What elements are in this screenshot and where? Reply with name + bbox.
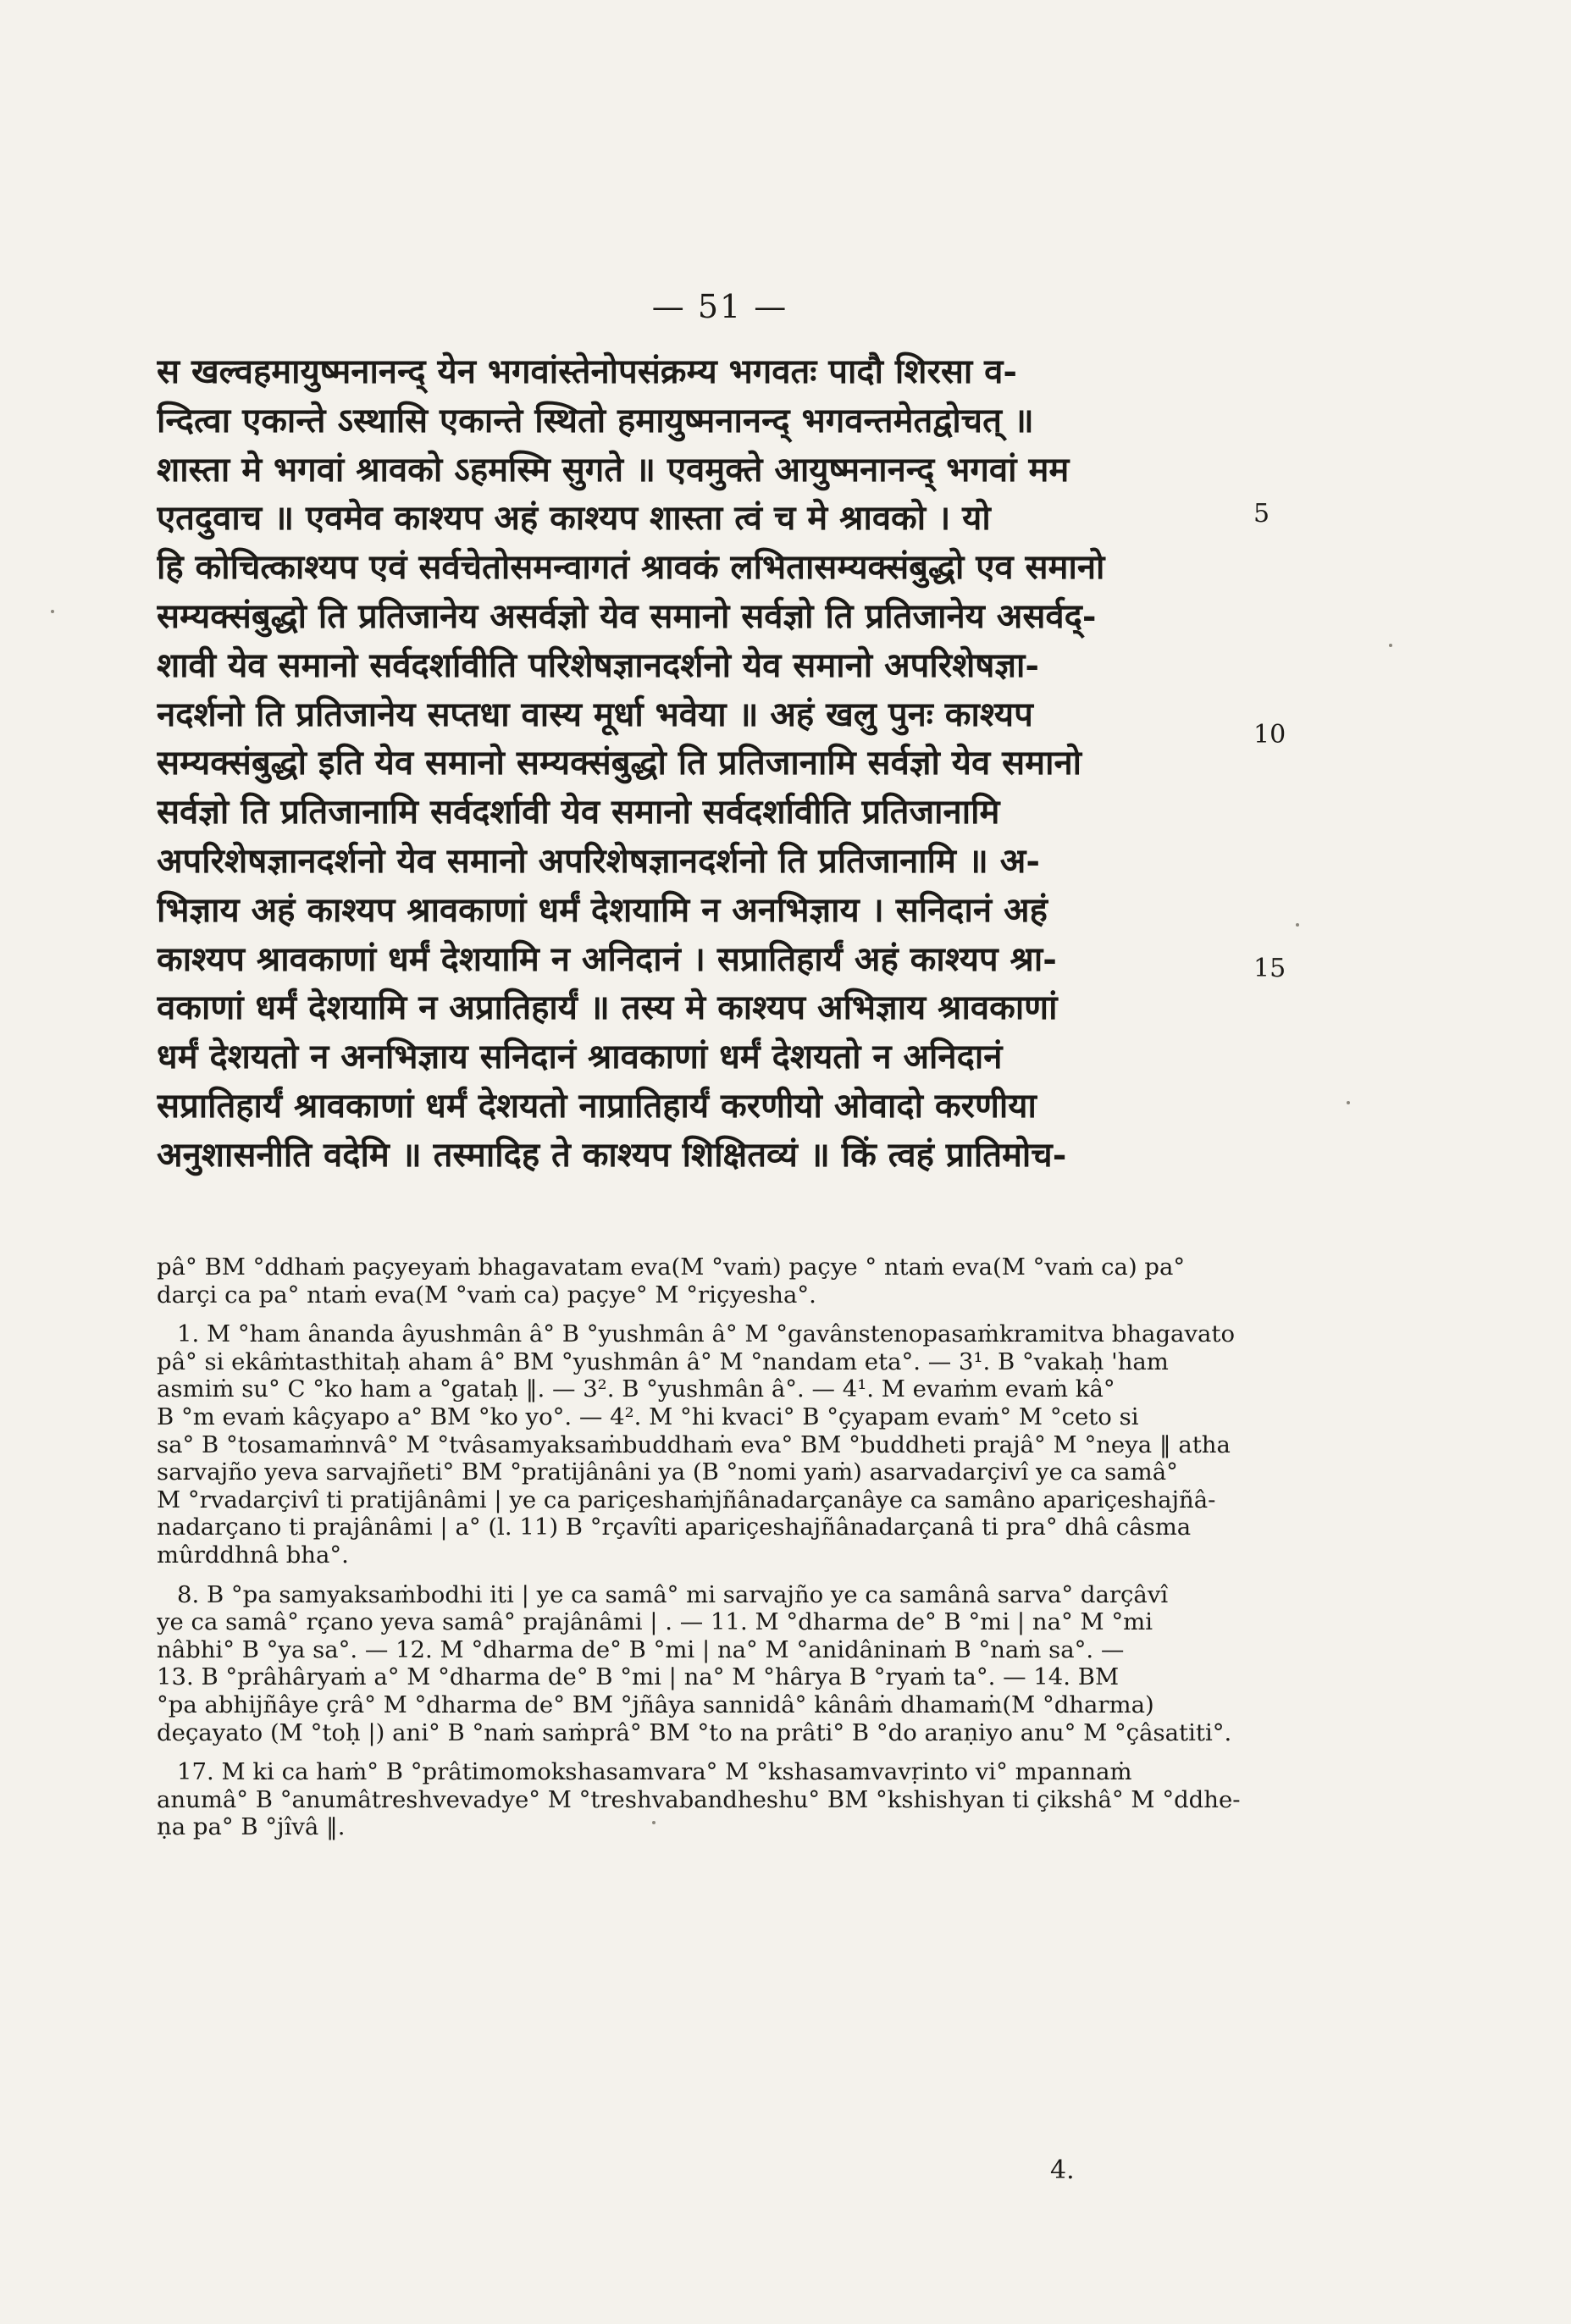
note-line: 17. M ki ca haṁ° B °prâtimomokshasamvara° M °kshasamvavṛinto vi° mpannaṁ (177, 1758, 1132, 1786)
note-line: sarvajño yeva sarvajñeti° BM °pratijânâni ya (B °nomi yaṁ) asarvadarçivî ye ca samâ° (157, 1458, 1178, 1486)
note-line: ye ca samâ° rçano yeva samâ° prajânâmi | . — 11. M °dharma de° B °mi | na° M °mi (157, 1608, 1153, 1636)
text-line: धर्मं देशयतो न अनभिज्ञाय सनिदानं श्रावकाणां धर्मं देशयतो न अनिदानं (157, 1037, 1003, 1077)
note-line: 13. B °prâhâryaṁ a° M °dharma de° B °mi | na° M °hârya B °ryaṁ ta°. — 14. BM (157, 1663, 1120, 1691)
paper-speck (1296, 923, 1299, 927)
text-line: नदर्शनो ति प्रतिजानेय सप्तधा वास्य मूर्धा भवेया ॥ अहं खलु पुनः काश्यप (157, 694, 1033, 734)
note-block (157, 1581, 1253, 1747)
note-line: B °m evaṁ kâçyapo a° BM °ko yo°. — 4². M °hi kvaci° B °çyapam evaṁ° M °ceto si (157, 1403, 1139, 1430)
line-number-15: 15 (1253, 954, 1286, 983)
note-line: °pa abhijñâye çrâ° M °dharma de° BM °jñâya sannidâ° kânâṁ dhamaṁ(M °dharma) (157, 1690, 1154, 1718)
text-line: सर्वज्ञो ति प्रतिजानामि सर्वदर्शावी येव समानो सर्वदर्शावीति प्रतिजानामि (157, 792, 1000, 833)
text-line: अपरिशेषज्ञानदर्शनो येव समानो अपरिशेषज्ञानदर्शनो ति प्रतिजानामि ॥ अ- (157, 840, 1040, 881)
note-line: pâ° si ekâṁtasthitaḥ aham â° BM °yushmân â° M °nandam eta°. — 3¹. B °vakaḥ 'ham (157, 1347, 1169, 1375)
text-line: काश्यप श्रावकाणां धर्मं देशयामि न अनिदानं । सप्रातिहार्यं अहं काश्यप श्रा- (157, 938, 1057, 979)
note-line: nadarçano ti prajânâmi | a° (l. 11) B °rçavîti apariçeshajñânadarçanâ ti pra° dhâ câsma (157, 1513, 1192, 1541)
paper-speck (1347, 1101, 1350, 1104)
text-line: सप्रातिहार्यं श्रावकाणां धर्मं देशयतो नाप्रातिहार्यं करणीयो ओवादो करणीया (157, 1085, 1037, 1126)
text-line: हि कोचित्काश्यप एवं सर्वचेतोसमन्वागतं श्रावकं लभितासम्यक्संबुद्धो एव समानो (157, 547, 1105, 588)
sanskrit-text-block (157, 347, 1249, 1180)
note-line: nâbhi° B °ya sa°. — 12. M °dharma de° B °mi | na° M °anidâninaṁ B °naṁ sa°. — (157, 1635, 1125, 1663)
note-block (157, 1253, 1253, 1309)
text-line: अनुशासनीति वदेमि ॥ तस्मादिह ते काश्यप शिक्षितव्यं ॥ किं त्वहं प्रातिमोच- (157, 1134, 1067, 1175)
note-line: asmiṁ su° C °ko ham a °gataḥ ‖. — 3². B °yushmân â°. — 4¹. M evaṁm evaṁ kâ° (157, 1375, 1115, 1403)
note-line: ṇa pa° B °jîvâ ‖. (157, 1813, 346, 1841)
paper-speck (51, 610, 54, 613)
text-line: भिज्ञाय अहं काश्यप श्रावकाणां धर्मं देशयामि न अनभिज्ञाय । सनिदानं अहं (157, 889, 1048, 930)
text-line: शावी येव समानो सर्वदर्शावीति परिशेषज्ञानदर्शनो येव समानो अपरिशेषज्ञा- (157, 645, 1040, 685)
text-line: वकाणां धर्मं देशयामि न अप्रातिहार्यं ॥ तस्य मे काश्यप अभिज्ञाय श्रावकाणां (157, 988, 1058, 1028)
signature-mark: 4. (1050, 2155, 1075, 2185)
text-line: स खल्वहमायुष्मनानन्द् येन भगवांस्तेनोपसंक्रम्य भगवतः पादौ शिरसा व- (157, 351, 1018, 391)
note-line: 1. M °ham ânanda âyushmân â° B °yushmân â° M °gavânstenopasaṁkramitva bhagavato (177, 1320, 1235, 1348)
text-line: शास्ता मे भगवां श्रावको ऽहमस्मि सुगते ॥ एवमुक्ते आयुष्मनानन्द् भगवां मम (157, 449, 1070, 490)
text-line: न्दित्वा एकान्ते ऽस्थासि एकान्ते स्थितो हमायुष्मनानन्द् भगवन्तमेतद्वोचत् ॥ (157, 400, 1034, 440)
critical-apparatus-notes (157, 1253, 1253, 1853)
text-line: एतदुवाच ॥ एवमेव काश्यप अहं काश्यप शास्ता त्वं च मे श्रावको । यो (157, 498, 991, 539)
note-block (157, 1320, 1253, 1569)
note-block (157, 1758, 1253, 1841)
note-line: anumâ° B °anumâtreshvevadye° M °treshvabandheshu° BM °kshishyan ti çikshâ° M °ddhe- (157, 1785, 1241, 1813)
note-line: pâ° BM °ddhaṁ paçyeyaṁ bhagavatam eva(M °vaṁ) paçye ° ntaṁ eva(M °vaṁ ca) pa° (157, 1253, 1186, 1281)
text-line: सम्यक्संबुद्धो इति येव समानो सम्यक्संबुद्धो ति प्रतिजानामि सर्वज्ञो येव समानो (157, 743, 1082, 783)
note-line: darçi ca pa° ntaṁ eva(M °vaṁ ca) paçye° M °riçyesha°. (157, 1281, 816, 1309)
paper-speck (652, 1821, 656, 1824)
paper-speck (1389, 644, 1392, 647)
page-number: — 51 — (651, 288, 788, 325)
line-number-5: 5 (1253, 499, 1270, 528)
note-line: M °rvadarçivî ti pratijânâmi | ye ca pariçeshaṁjñânadarçanâye ca samâno apariçeshajñâ- (157, 1486, 1216, 1513)
note-line: deçayato (M °toḥ |) ani° B °naṁ saṁprâ° BM °to na prâti° B °do araṇiyo anu° M °çâsatiti°. (157, 1718, 1232, 1746)
line-number-10: 10 (1253, 720, 1286, 750)
note-line: mûrddhnâ bha°. (157, 1541, 349, 1569)
note-line: 8. B °pa samyaksaṁbodhi iti | ye ca samâ° mi sarvajño ye ca samânâ sarva° darçâvî (177, 1580, 1169, 1608)
note-line: sa° B °tosamaṁnvâ° M °tvâsamyaksaṁbuddhaṁ eva° BM °buddheti prajâ° M °neya ‖ atha (157, 1430, 1231, 1458)
text-line: सम्यक्संबुद्धो ति प्रतिजानेय असर्वज्ञो येव समानो सर्वज्ञो ति प्रतिजानेय असर्वद्- (157, 595, 1097, 636)
